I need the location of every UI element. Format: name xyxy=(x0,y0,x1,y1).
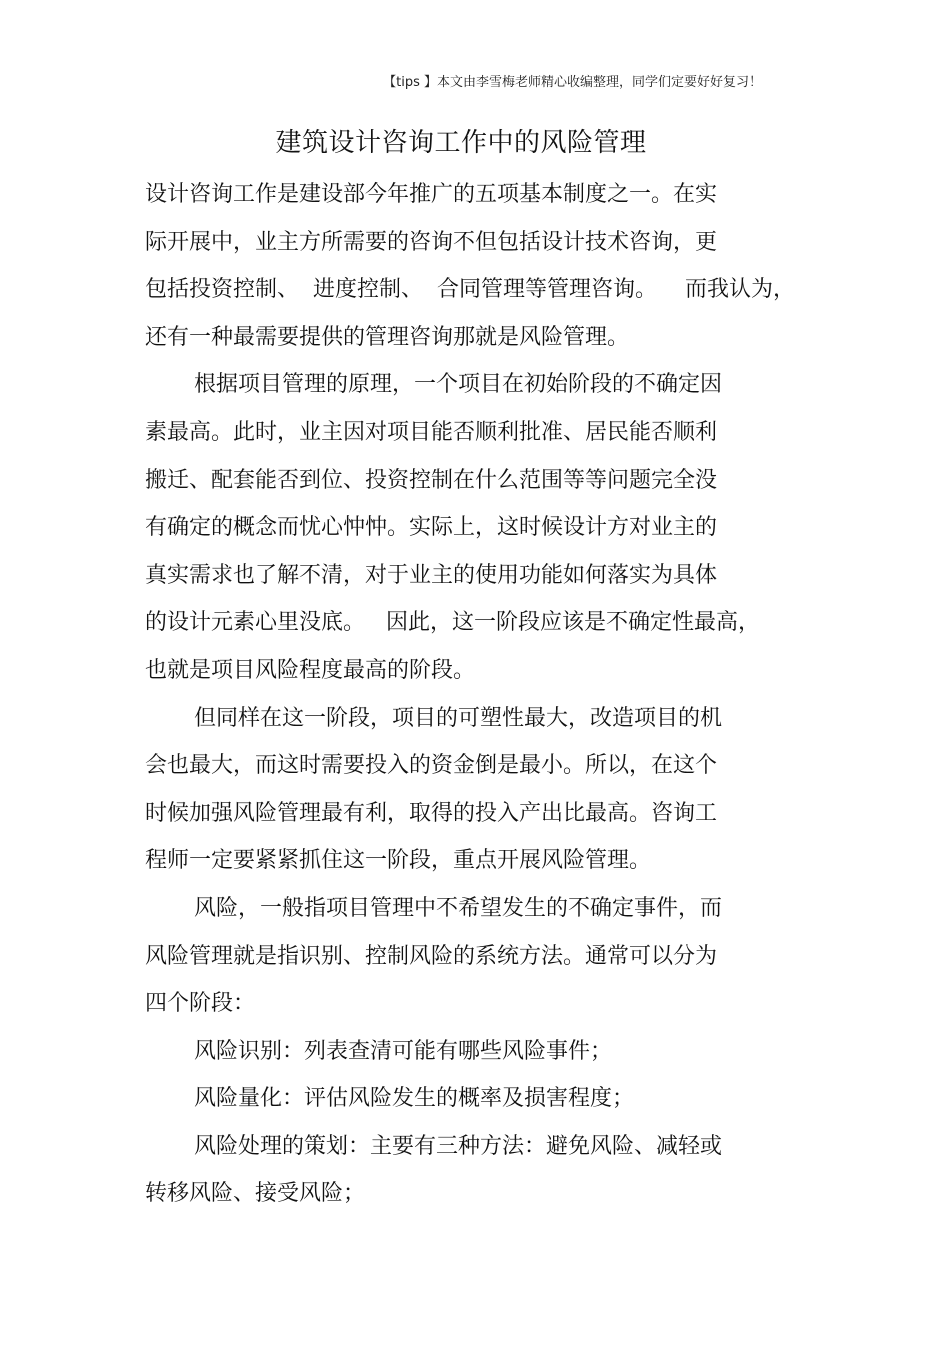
text-line: 风险管理就是指识别、控制风险的系统方法。通常可以分为 xyxy=(145,943,718,969)
text-line: 根据项目管理的原理，一个项目在初始阶段的不确定因 xyxy=(194,372,723,398)
page-title: 建筑设计咨询工作中的风险管理 xyxy=(275,128,647,158)
text-line: 真实需求也了解不清，对于业主的使用功能如何落实为具体 xyxy=(145,562,718,588)
text-line: 际开展中，业主方所需要的咨询不但包括设计技术咨询，更 xyxy=(145,229,718,255)
text-line: 设计咨询工作是建设部今年推广的五项基本制度之一。在实 xyxy=(145,182,718,207)
text-line: 素最高。此时，业主因对项目能否顺利批准、居民能否顺利 xyxy=(145,419,718,445)
text-line: 四个阶段： xyxy=(145,991,256,1017)
text-line: 风险量化：评估风险发生的概率及损害程度； xyxy=(194,1086,635,1112)
text-line: 程师一定要紧紧抓住这一阶段，重点开展风险管理。 xyxy=(145,848,652,874)
text-line: 有确定的概念而忧心忡忡。实际上，这时候设计方对业主的 xyxy=(145,515,718,541)
text-line: 搬迁、配套能否到位、投资控制在什么范围等等问题完全没 xyxy=(145,467,718,493)
text-line: 时候加强风险管理最有利，取得的投入产出比最高。咨询工 xyxy=(145,800,718,826)
text-line: 转移风险、接受风险； xyxy=(145,1181,366,1207)
header-note: 【tips 】本文由李雪梅老师精心收编整理，同学们定要好好复习！ xyxy=(383,75,762,90)
text-line: 会也最大，而这时需要投入的资金倒是最小。所以，在这个 xyxy=(145,753,718,779)
text-line: 但同样在这一阶段，项目的可塑性最大，改造项目的机 xyxy=(194,705,723,731)
text-line: 风险识别：列表查清可能有哪些风险事件； xyxy=(194,1038,613,1064)
text-line: 包括投资控制、 进度控制、 合同管理等管理咨询。 而我认为， xyxy=(145,277,795,303)
document-body xyxy=(145,171,805,1218)
text-line: 风险处理的策划：主要有三种方法：避免风险、减轻或 xyxy=(194,1133,723,1159)
text-line: 的设计元素心里没底。 因此，这一阶段应该是不确定性最高， xyxy=(145,610,760,636)
text-line: 还有一种最需要提供的管理咨询那就是风险管理。 xyxy=(145,324,630,350)
text-line: 也就是项目风险程度最高的阶段。 xyxy=(145,657,476,683)
text-line: 风险，一般指项目管理中不希望发生的不确定事件，而 xyxy=(194,895,723,921)
